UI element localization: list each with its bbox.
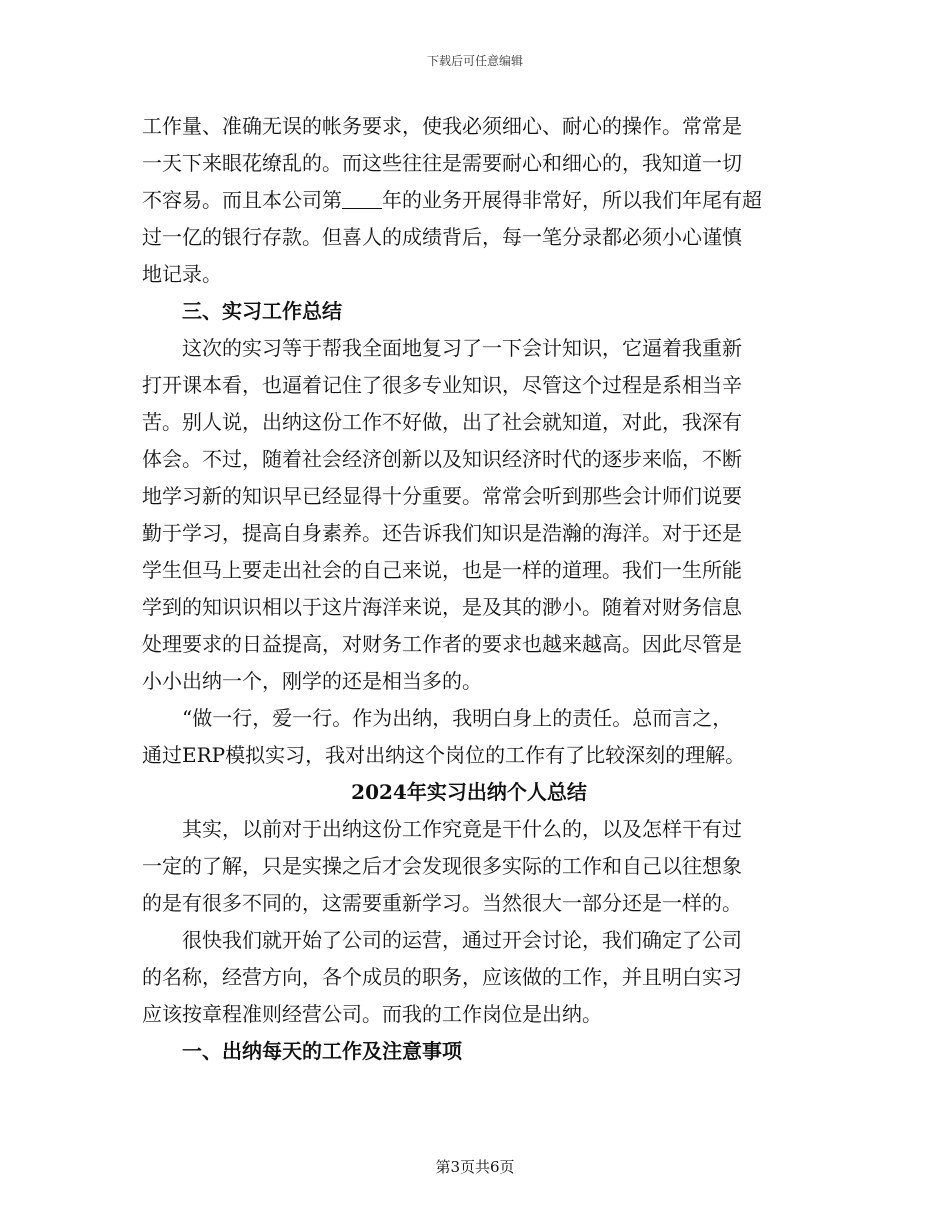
text-line: 应该按章程准则经营公司。而我的工作岗位是出纳。	[142, 1002, 602, 1026]
text-line: 的名称，经营方向，各个成员的职务，应该做的工作，并且明白实习	[142, 965, 742, 989]
fill-in-blank	[342, 182, 382, 209]
text-line: 处理要求的日益提高，对财务工作者的要求也越来越高。因此尽管是	[142, 632, 742, 656]
document-body	[142, 108, 796, 1070]
text-line: 地学习新的知识早已经显得十分重要。常常会听到那些会计师们说要	[142, 484, 742, 508]
text-line: 很快我们就开始了公司的运营，通过开会讨论，我们确定了公司	[142, 928, 742, 952]
text-line: “做一行，爱一行。作为出纳，我明白身上的责任。总而言之，	[142, 706, 733, 730]
text-line-with-blank	[142, 182, 796, 219]
text-line: 一天下来眼花缭乱的。而这些往往是需要耐心和细心的，我知道一切	[142, 151, 742, 175]
text-line: 工作量、准确无误的帐务要求，使我必须细心、耐心的操作。常常是	[142, 114, 742, 138]
text-line: 过一亿的银行存款。但喜人的成绩背后，每一笔分录都必须小心谨慎	[142, 225, 742, 249]
text-line: 打开课本看，也逼着记住了很多专业知识，尽管这个过程是系相当辛	[142, 373, 742, 397]
text-line: 其实，以前对于出纳这份工作究竟是干什么的，以及怎样干有过	[142, 817, 742, 841]
text-line: 通过ERP模拟实习，我对出纳这个岗位的工作有了比较深刻的理解。	[142, 743, 746, 767]
text-line: 小小出纳一个，刚学的还是相当多的。	[142, 669, 482, 693]
text-line: 学生但马上要走出社会的自己来说，也是一样的道理。我们一生所能	[142, 558, 742, 582]
text-line: 学到的知识识相以于这片海洋来说，是及其的渺小。随着对财务信息	[142, 595, 742, 619]
text-line: 的是有很多不同的，这需要重新学习。当然很大一部分还是一样的。	[142, 891, 742, 915]
section-heading: 一、出纳每天的工作及注意事项	[182, 1039, 462, 1063]
text-line: 勤于学习，提高自身素养。还告诉我们知识是浩瀚的海洋。对于还是	[142, 521, 742, 545]
text-fragment: 不容易。而且本公司第	[142, 188, 342, 212]
document-title: 2024年实习出纳个人总结	[351, 780, 587, 804]
text-line: 苦。别人说，出纳这份工作不好做，出了社会就知道，对此，我深有	[142, 410, 742, 434]
text-line: 体会。不过，随着社会经济创新以及知识经济时代的逐步来临，不断	[142, 447, 742, 471]
section-heading: 三、实习工作总结	[182, 299, 342, 323]
text-line: 地记录。	[142, 262, 222, 286]
page-header-note: 下载后可任意编辑	[426, 54, 523, 68]
text-line: 这次的实习等于帮我全面地复习了一下会计知识，它逼着我重新	[142, 336, 742, 360]
text-line: 一定的了解，只是实操之后才会发现很多实际的工作和自己以往想象	[142, 854, 742, 878]
text-fragment: 年的业务开展得非常好，所以我们年尾有超	[382, 188, 762, 212]
page-number: 第3页共6页	[435, 1158, 515, 1176]
